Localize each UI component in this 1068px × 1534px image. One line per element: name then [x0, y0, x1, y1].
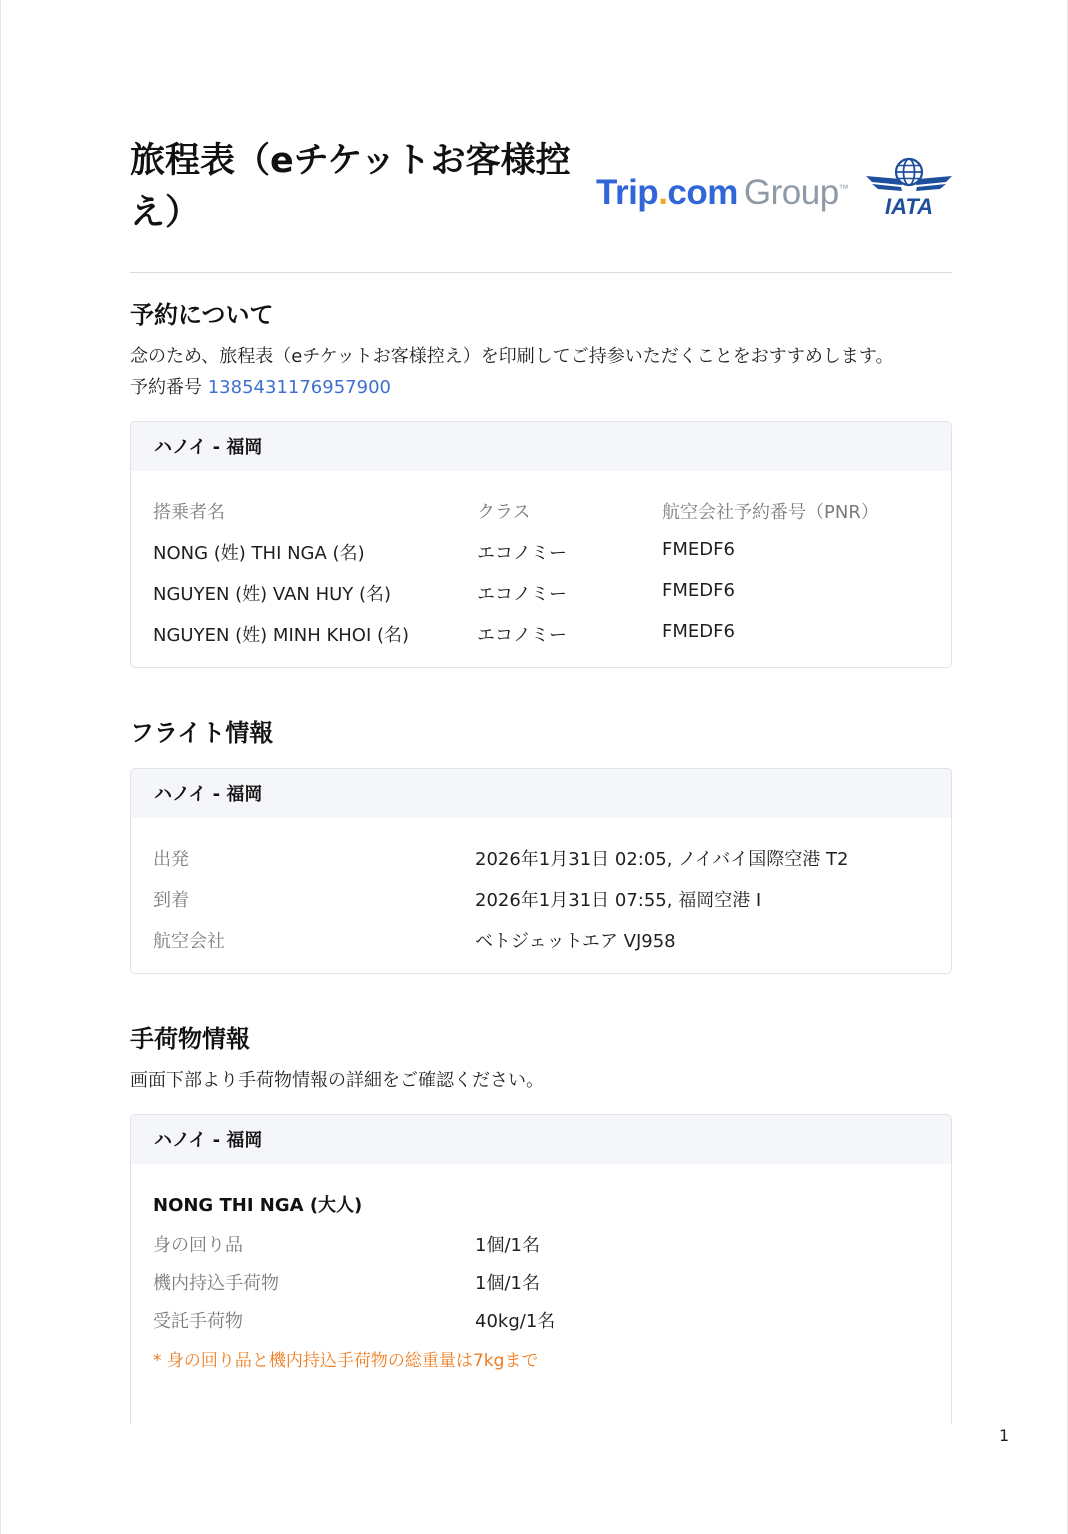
baggage-card [130, 1114, 952, 1424]
trip-com-group-logo: Trip.com Group™ [596, 173, 849, 212]
page-title: 旅程表（eチケットお客様控え） [130, 141, 571, 233]
page-content [130, 0, 952, 1424]
document-header [130, 135, 952, 273]
baggage-passenger-name: NONG THI NGA (大人) [153, 1195, 363, 1216]
booking-number-link[interactable]: 1385431176957900 [207, 377, 391, 398]
passenger-class: エコノミー [477, 625, 567, 646]
booking-section-title: 予約について [130, 301, 274, 329]
passenger-card-route: ハノイ - 福岡 [131, 422, 951, 471]
passenger-pnr: FMEDF6 [662, 580, 735, 601]
arrival-label: 到着 [153, 890, 189, 911]
pnr-header: 航空会社予約番号（PNR） [662, 502, 879, 523]
passenger-name: NONG (姓) THI NGA (名) [153, 543, 365, 564]
checked-baggage-label: 受託手荷物 [153, 1311, 243, 1332]
flight-section-title: フライト情報 [130, 719, 274, 747]
baggage-card-route: ハノイ - 福岡 [131, 1115, 951, 1164]
flight-card [130, 768, 952, 974]
print-notice: 念のため、旅程表（eチケットお客様控え）を印刷してご持参いただくことをおすすめします。 [130, 346, 894, 367]
baggage-notice: 画面下部より手荷物情報の詳細をご確認ください。 [130, 1070, 544, 1091]
passenger-pnr: FMEDF6 [662, 539, 735, 560]
class-header: クラス [477, 502, 531, 523]
svg-text:IATA: IATA [884, 194, 934, 219]
carry-on-value: 1個/1名 [475, 1273, 540, 1294]
passenger-name: NGUYEN (姓) MINH KHOI (名) [153, 625, 410, 646]
departure-label: 出発 [153, 849, 189, 870]
airline-label: 航空会社 [153, 931, 225, 952]
baggage-section-title: 手荷物情報 [130, 1025, 250, 1053]
passenger-class: エコノミー [477, 543, 567, 564]
airline-value: ベトジェットエア VJ958 [475, 931, 676, 952]
passenger-name-header: 搭乗者名 [153, 502, 225, 523]
departure-value: 2026年1月31日 02:05, ノイバイ国際空港 T2 [475, 849, 849, 870]
carry-on-label: 機内持込手荷物 [153, 1273, 279, 1294]
passenger-pnr: FMEDF6 [662, 621, 735, 642]
flight-card-route: ハノイ - 福岡 [131, 769, 951, 818]
iata-logo [864, 157, 952, 219]
checked-baggage-value: 40kg/1名 [475, 1311, 556, 1332]
page-number: 1 [999, 1426, 1010, 1445]
passenger-class: エコノミー [477, 584, 567, 605]
arrival-value: 2026年1月31日 07:55, 福岡空港 I [475, 890, 762, 911]
booking-number-line [130, 373, 391, 399]
personal-item-label: 身の回り品 [153, 1235, 243, 1256]
passenger-card [130, 421, 952, 668]
weight-limit-note: * 身の回り品と機内持込手荷物の総重量は7kgまで [153, 1351, 539, 1371]
passenger-name: NGUYEN (姓) VAN HUY (名) [153, 584, 392, 605]
booking-number-label: 予約番号 [130, 377, 202, 398]
personal-item-value: 1個/1名 [475, 1235, 540, 1256]
